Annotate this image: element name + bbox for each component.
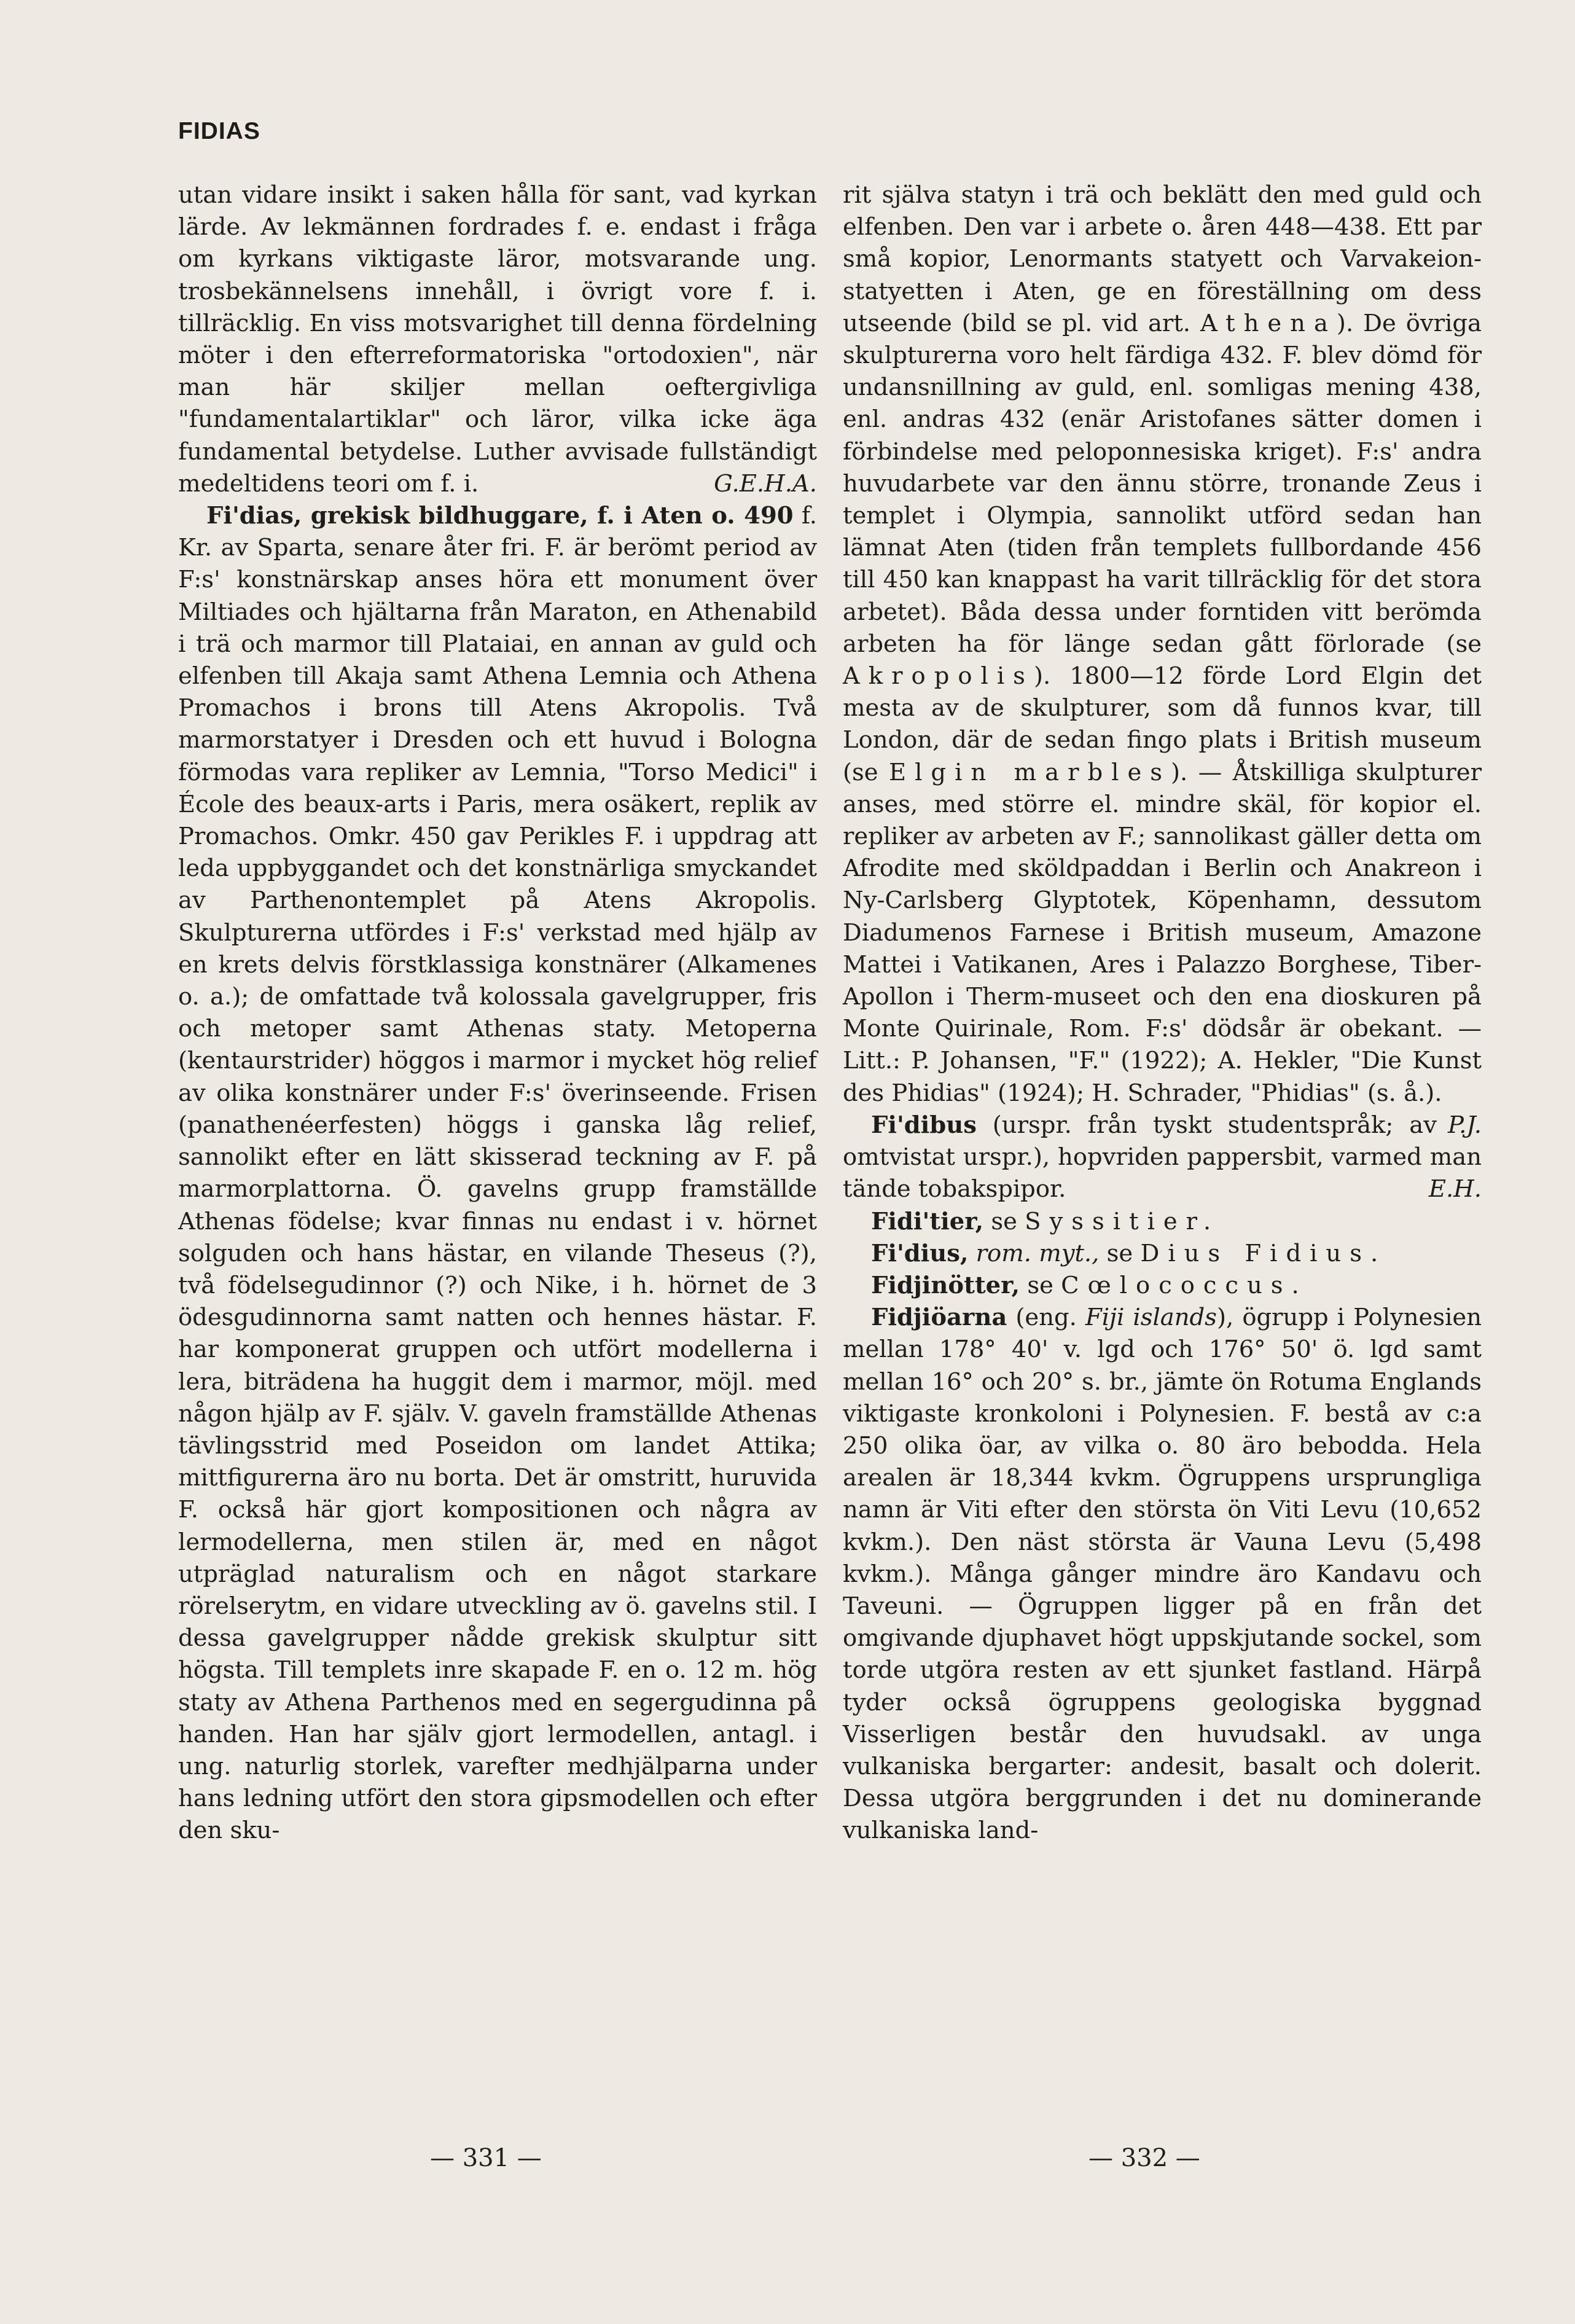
entry-head-fiditier: Fidi'tier, — [871, 1207, 984, 1235]
entry-fidjioarna — [843, 1302, 1482, 1847]
entry-body-fidias-4: ). 1800—12 förde Lord Elgin det mesta av de skulpturer, som då funnos kvar, till London, där de sedan fingo plats i British museum (se — [843, 662, 1482, 786]
cross-reference-dius-fidius[interactable]: Dius Fidius. — [1140, 1239, 1387, 1267]
abbreviation-rom-myt: rom. myt., — [975, 1239, 1100, 1267]
fidei-implicita-continuation — [178, 179, 817, 500]
entry-head-fidibus: Fi'dibus — [871, 1111, 977, 1139]
entry-body-fidjioarna: ), ögrupp i Polynesien mellan 178° 40' v. lgd och 176° 50' ö. lgd samt mellan 16° och 20° s. br., jämte ön Rotuma Englands viktigaste kronkoloni i Polynesien. F. bestå av c:a 250 olika öar, av vilka o. 80 äro bebodda. Hela arealen är 18,344 kvkm. Ögruppens ursprungliga namn är Viti efter den största ön Viti Levu (10,652 kvkm.). Den näst största är Vauna Levu (5,498 kvkm.). Många gånger mindre äro Kandavu och Taveuni. — Ögruppen ligger på en från det omgivande djuphavet högt uppskjutande sockel, som torde utgöra resten av ett sjunket fastland. Härpå tyder också ögruppens geologiska byggnad Visserligen består den huvudsakl. av unga vulkaniska bergarter: andesit, basalt och dolerit. Dessa utgöra berggrunden i det nu dominerande vulkaniska land- — [843, 1304, 1482, 1845]
entry-fidibus — [843, 1109, 1482, 1206]
entry-body-fidias-1: f. Kr. av Sparta, senare åter fri. F. är berömt period av F:s' konstnärskap anses höra ett monument över Miltiades och hjältarna från Maraton, en Athenabild i trä och marmor till Plataiai, en annan av guld och elfenben till Akaja samt Athena Lemnia och Athena Promachos i brons till Atens Akropolis. Två marmorstatyer i Dresden och ett huvud i Bologna förmodas vara repliker av Lemnia, "Torso Medici" i École des beaux-arts i Paris, mera osäkert, replik av Promachos. Omkr. 450 gav Perikles F. i uppdrag att leda uppbyggandet och det konstnärliga smyckandet av Parthenontemplet på Atens Akropolis. Skulpturerna utfördes i F:s' verkstad med hjälp av en krets delvis förstklassiga konstnärer (Alkamenes o. a.); de omfattade två kolossala gavelgrupper, fris och metoper samt Athenas staty. Metoperna (kentaurstrider) höggos i marmor i mycket hög relief av olika konstnärer under F:s' överinseende. Frisen (panathenéerfesten) höggs i ganska låg relief, sannolikt efter en lätt skisserad teckning av F. på marmorplattorna. Ö. gavelns grupp framställde Athenas födelse; kvar finnas nu endast i v. hörnet solguden och hans hästar, en vilande Theseus (?), två födelsegudinnor (?) och Nike, i h. hörnet de 3 ödesgudinnorna samt natten och hennes hästar. F. har komponerat gruppen och utfört modellerna i lera, biträdena ha huggit dem i marmor, möjl. med någon hjälp av F. själv. V. gaveln framställde Athenas tävlingsstrid med Poseidon om landet Attika; mittfigurerna äro nu borta. Det är omstritt, huruvida F. också här gjort kompositionen och några av lermodellerna, men stilen är, med en något utpräglad naturalism och en något starkare rörelserytm, en vidare utveckling av ö. gavelns stil. I dessa gavelgrupper nådde grekisk skulptur sitt högsta. Till templets inre skapade F. en o. 12 m. hög staty av Athena Parthenos med en segergudinna på handen. Han har själv gjort lermodellen, antagl. i ung. naturlig storlek, varefter medhjälparna under hans ledning utfört den stora gipsmodellen och efter den sku- — [178, 502, 817, 1845]
entry-head-fidius: Fi'dius, — [871, 1239, 969, 1267]
see-label: se — [1027, 1271, 1053, 1299]
cross-reference-coelococcus[interactable]: Cœlococcus. — [1061, 1271, 1308, 1299]
entry-body-fidias-5: ). — Åtskilliga skulpturer anses, med större el. mindre skäl, för kopior el. repliker av arbeten av F.; sannolikast gäller detta om Afrodite med sköldpaddan i Berlin och Anakreon i Ny-Carlsberg Glyptotek, Köpenhamn, dessutom Diadumenos Farnese i British museum, Amazone Mattei i Vatikanen, Ares i Palazzo Borghese, Tiber-Apollon i Therm-museet och den ena dioskuren på Monte Quirinale, Rom. F:s' dödsår är obekant. — Litt.: P. Johansen, "F." (1922); A. Hekler, "Die Kunst des Phidias" (1924); H. Schrader, "Phidias" (s. å.). — [843, 758, 1482, 1107]
cross-reference-elgin-marbles[interactable]: Elgin marbles — [889, 758, 1171, 786]
english-label: (eng. — [1015, 1304, 1077, 1332]
see-label: se — [1106, 1239, 1133, 1267]
right-column — [843, 179, 1482, 1847]
entry-body-fidias-2: rit själva statyn i trä och beklätt den med guld och elfenben. Den var i arbete o. åren 448—438. Ett par små kopior, Lenormants statyett och Varvakeion-statyetten i Aten, ge en föreställning om dess utseende (bild se pl. vid art. — [843, 181, 1482, 337]
entry-fidjinotter — [843, 1270, 1482, 1302]
page-number-right: — 332 — — [1088, 2144, 1200, 2172]
page-number-left: — 331 — — [430, 2144, 542, 2172]
left-column — [178, 179, 817, 1847]
signature-geha: G.E.H.A. — [714, 469, 817, 498]
cross-reference-syssitier[interactable]: Syssitier. — [1025, 1207, 1220, 1235]
see-label: se — [991, 1207, 1017, 1235]
entry-body-fidias-3: ). De övriga skulpturerna voro helt färdiga 432. F. blev dömd för undansnillning av guld, enl. somligas mening 438, enl. andras 432 (enär Aristofanes sätter domen i förbindelse med peloponnesiska kriget). F:s' andra huvudarbete var den ännu större, tronande Zeus i templet i Olympia, sannolikt utförd sedan han lämnat Aten (tiden från templets fullbordande 456 till 450 kan knappast ha varit tillräcklig för det stora arbetet). Båda dessa under forntiden vitt berömda arbeten ha för länge sedan gått förlorade (se — [843, 309, 1482, 658]
entry-fidius — [843, 1238, 1482, 1270]
continuation-text: utan vidare insikt i saken hålla för sant, vad kyrkan lärde. Av lekmännen fordrades f. e. endast i fråga om kyrkans viktigaste läror, motsvarande ung. trosbekännelsens innehåll, i övrigt vore f. i. tillräcklig. En viss motsvarighet till denna fördelning möter i den efterreformatoriska "ortodoxien", när man här skiljer mellan oeftergivliga "fundamentalartiklar" och läror, vilka icke äga fundamental betydelse. Luther avvisade fullständigt medeltidens teori om f. i. — [178, 181, 817, 498]
entry-head-fidjioarna: Fidjiöarna — [871, 1304, 1007, 1332]
cross-reference-akropolis[interactable]: Akropolis — [843, 662, 1034, 691]
running-head: FIDIAS — [178, 118, 260, 144]
cross-reference-athena[interactable]: Athena — [1200, 309, 1337, 337]
entry-body-fidibus: (urspr. från tyskt studentspråk; av omtvistat urspr.), hopvriden pappersbit, varmed man tände tobakspipor. — [843, 1111, 1482, 1203]
entry-head-fidjinotter: Fidjinötter, — [871, 1271, 1020, 1299]
entry-fiditier — [843, 1206, 1482, 1238]
entry-head-fidias: Fi'dias, grekisk bildhuggare, f. i Aten o. 490 — [206, 502, 794, 530]
signature-pj: P.J. — [1447, 1111, 1482, 1139]
english-name-fiji-islands: Fiji islands — [1085, 1304, 1217, 1332]
signature-eh: E.H. — [1428, 1175, 1482, 1203]
entry-fidias — [178, 500, 817, 1847]
